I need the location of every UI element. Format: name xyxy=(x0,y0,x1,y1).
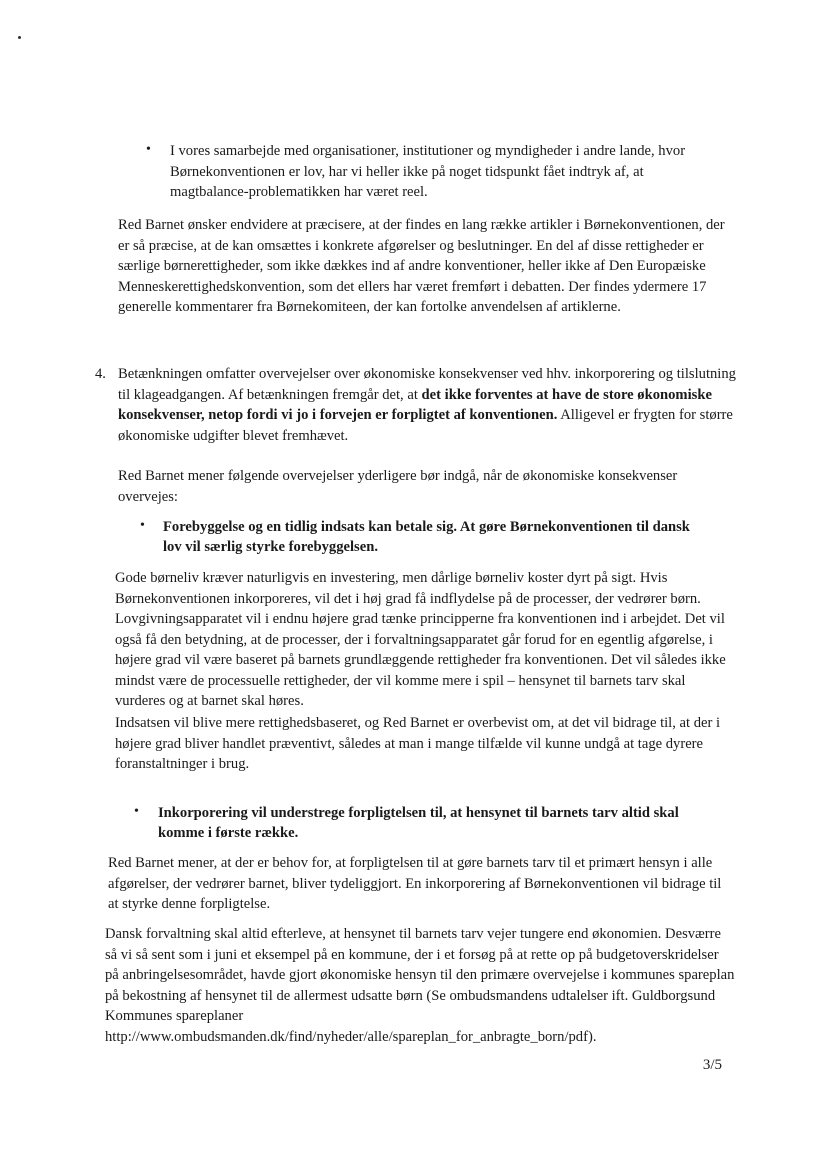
item4-text-bold: det ikke forventes at have de store økonomiske konsekvenser, netop fordi vi jo i forvejen er forpligtet af konventionen. xyxy=(118,386,712,423)
bullet-marker: • xyxy=(146,142,151,157)
bullet-marker: • xyxy=(140,518,145,533)
bullet-marker: • xyxy=(134,804,139,819)
page-number: 3/5 xyxy=(702,1057,722,1073)
bullet-heading-prevention: Forebyggelse og en tidlig indsats kan betale sig. At gøre Børnekonventionen til dansk lov vil særlig styrke forebyggelsen. xyxy=(163,519,690,555)
scan-speck xyxy=(18,36,21,39)
bullet-text-collaboration: I vores samarbejde med organisationer, institutioner og myndigheder i andre lande, hvor Børnekonventionen er lov, har vi heller ikke på noget tidspunkt fået indtryk af, at magtbalance-problematikken har været reel. xyxy=(170,143,686,200)
paragraph-good-childhoods: Gode børneliv kræver naturligvis en investering, men dårlige børneliv koster dyrt på sigt. Hvis Børnekonventionen inkorporeres, vil det i høj grad få indflydelse på de processer, der vedrører børn. Lovgivningsapparatet vil i endnu højere grad tænke principperne fra konventionen ind i arbejdet. Det vil også få den betydning, at de processer, der i forvaltningsapparatet går forud for en egentlig afgørelse, i højere grad vil være baseret på barnets grundlæggende rettigheder fra konventionen. Det vil således ikke mindst være de processuelle rettigheder, der vil komme mere i spil – hensynet til barnets tarv skal vurderes og at barnet skal høres. xyxy=(115,570,726,709)
paragraph-precise-articles: Red Barnet ønsker endvidere at præcisere, at der findes en lang række artikler i Børnekonventionen, der er så præcise, at de kan omsættes i konkrete afgørelser og beslutninger. En del af disse rettigheder er særlige børnerettigheder, som ikke dækkes ind af andre konventioner, heller ikke af Den Europæiske Menneskerettighedskonvention, som det ellers har været fremført i debatten. Der findes ydermere 17 generelle kommentarer fra Børnekomiteen, der kan fortolke anvendelsen af artiklerne. xyxy=(118,217,725,315)
paragraph-danish-administration: Dansk forvaltning skal altid efterleve, at hensynet til barnets tarv vejer tungere end økonomien. Desværre så vi så sent som i juni et eksempel på en kommune, der i et forsøg på at rette op på budgetoverskridelser på anbringelsesområdet, havde gjort økonomiske hensyn til den primære overvejelse i kommunes spareplan på bekostning af hensynet til de allermest udsatte børn (Se ombudsmandens udtalelser ift. Guldborgsund Kommunes spareplaner http://www.ombudsmanden.dk/find/nyheder/alle/spareplan_for_anbragte_born/pdf). xyxy=(105,926,735,1045)
item4-text-b: Alligevel er frygten for større økonomiske udgifter blevet fremhævet. xyxy=(118,407,733,444)
list-number: 4. xyxy=(95,366,106,382)
paragraph-rights-based: Indsatsen vil blive mere rettighedsbaseret, og Red Barnet er overbevist om, at det vil bidrage til, at der i højere grad bliver handlet præventivt, således at man i mange tilfælde vil kunne undgå at tage dyrere foranstaltninger i brug. xyxy=(115,715,721,772)
paragraph-economic-consequences xyxy=(118,364,738,446)
paragraph-primary-consideration: Red Barnet mener, at der er behov for, at forpligtelsen til at gøre barnets tarv til et primært hensyn i alle afgørelser, der vedrører barnet, bliver tydeliggjort. En inkorporering af Børnekonventionen vil bidrage til at styrke denne forpligtelse. xyxy=(108,855,722,912)
paragraph-considerations-intro: Red Barnet mener følgende overvejelser yderligere bør indgå, når de økonomiske konsekvenser overvejes: xyxy=(118,468,678,505)
bullet-heading-best-interest: Inkorporering vil understrege forpligtelsen til, at hensynet til barnets tarv altid skal komme i første række. xyxy=(158,805,679,841)
item4-text-a: Betænkningen omfatter overvejelser over økonomiske konsekvenser ved hhv. inkorporering og tilslutning til klageadgangen. Af betænkningen fremgår det, at xyxy=(118,366,736,403)
